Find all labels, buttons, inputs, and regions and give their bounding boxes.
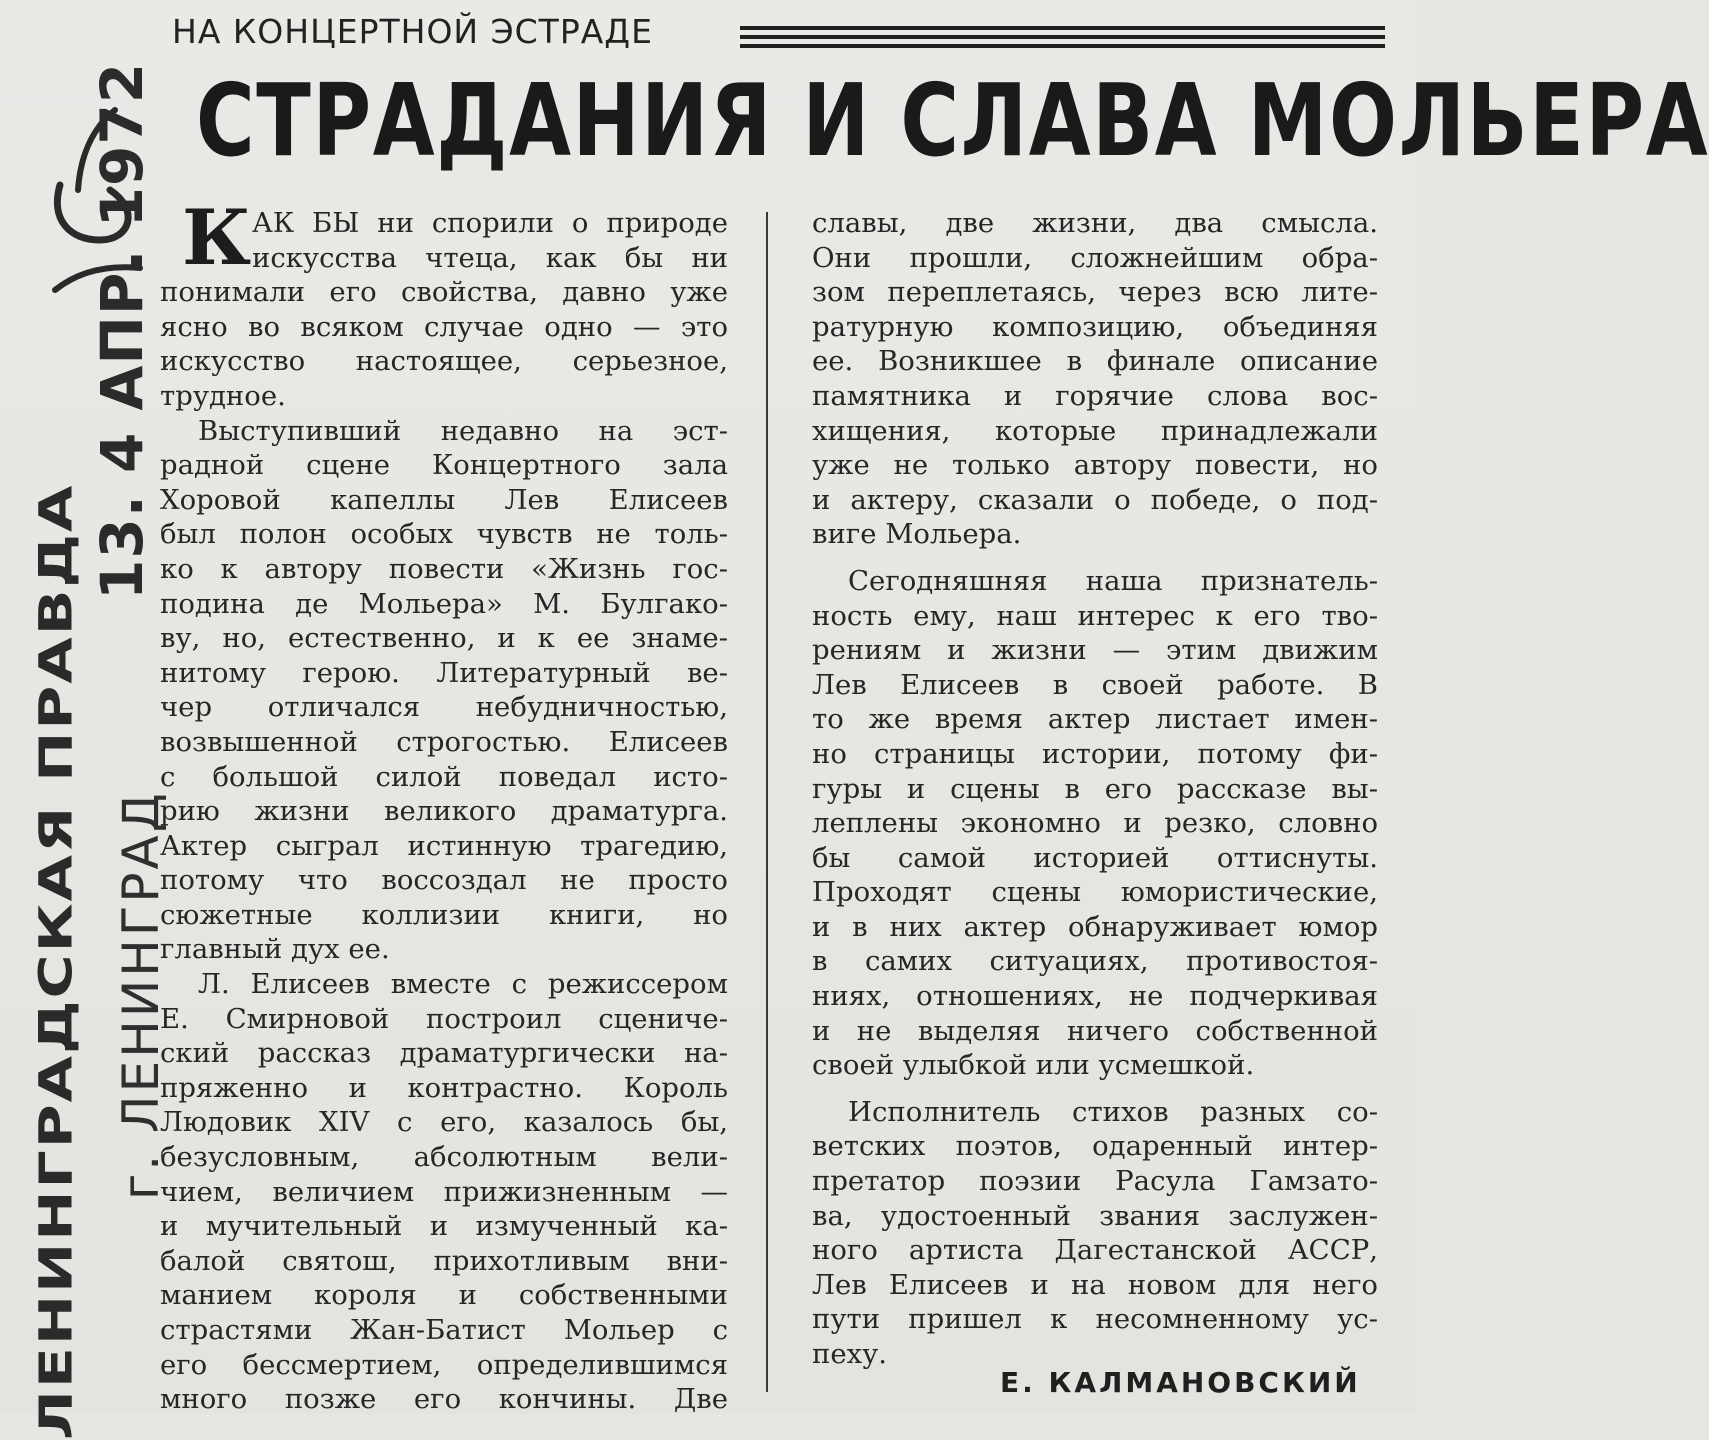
text-line: его бессмертием, определившимся (160, 1348, 728, 1381)
text-line: памятника и горячие слова вос- (812, 379, 1378, 412)
text-line: ность ему, наш интерес к его тво- (812, 599, 1378, 632)
text-line: АК БЫ ни спорили о природе (252, 207, 728, 239)
text-line: сюжетные коллизии книги, но (160, 898, 728, 931)
text-line: ее. Возникшее в финале описание (812, 345, 1378, 378)
text-line: Проходят сцены юмористические, (812, 876, 1378, 909)
text-line: славы, две жизни, два смысла. (812, 207, 1378, 239)
text-line: бы самой историей оттиснуты. (812, 841, 1378, 874)
rubric-rule (740, 26, 1385, 48)
text-line: в самих ситуациях, противостоя- (812, 945, 1378, 978)
text-line: леплены экономно и резко, словно (812, 807, 1378, 840)
text-line: много позже его кончины. Две (160, 1383, 728, 1416)
text-line: виге Мольера. (812, 518, 1022, 551)
left-column (160, 206, 728, 1417)
text-line: радной сцене Концертного зала (160, 449, 728, 482)
text-line: зом переплетаясь, через всю лите- (812, 276, 1378, 309)
text-line: Они прошли, сложнейшим обра- (812, 241, 1378, 274)
text-line: пеху. (812, 1338, 888, 1370)
text-line: ко к автору повести «Жизнь гос- (160, 552, 728, 585)
newspaper-name-stamp: ЛЕНИНГРАДСКАЯ ПРАВДА (30, 483, 83, 1440)
text-line: искусство настоящее, серьезное, (160, 345, 728, 378)
text-line: ский рассказ драматургически на- (160, 1037, 728, 1070)
drop-cap: К (182, 193, 252, 282)
text-line: пути пришел к несомненному ус- (812, 1303, 1378, 1336)
text-line: главный дух ее. (160, 933, 390, 966)
section-rubric: НА КОНЦЕРТНОЙ ЭСТРАДЕ (172, 12, 653, 51)
text-line: ясно во всяком случае одно — это (160, 310, 728, 343)
text-line: но страницы истории, потому фи- (812, 737, 1378, 770)
text-line: трудное. (160, 379, 286, 412)
text-line: понимали его свойства, давно уже (160, 276, 728, 309)
text-line: нитому герою. Литературный ве- (160, 656, 728, 689)
text-line: и актеру, сказали о победе, о под- (812, 483, 1378, 516)
text-line: чер отличался небудничностью, (160, 691, 728, 724)
text-line: Актер сыграл истинную трагедию, (160, 829, 728, 862)
text-line: Лев Елисеев в своей работе. В (812, 668, 1378, 701)
text-line: гуры и сцены в его рассказе вы- (812, 772, 1378, 805)
text-line: пряженно и контрастно. Король (160, 1071, 728, 1104)
text-line: Лев Елисеев и на новом для него (812, 1268, 1378, 1301)
text-line: потому что воссоздал не просто (160, 864, 728, 897)
text-line: и в них актер обнаруживает юмор (812, 910, 1378, 943)
text-line: был полон особых чувств не толь- (160, 518, 728, 551)
text-line: ного артиста Дагестанской АССР, (812, 1234, 1378, 1267)
text-line: ва, удостоенный звания заслужен- (812, 1199, 1378, 1232)
text-line: с большой силой поведал исто- (160, 760, 728, 793)
author-byline: Е. КАЛМАНОВСКИЙ (1000, 1366, 1361, 1399)
handwritten-date: 13. 4 АПР. 1972 (88, 61, 156, 600)
text-line: и мучительный и измученный ка- (160, 1210, 728, 1243)
text-line: ниях, отношениях, не подчеркивая (812, 980, 1378, 1013)
text-line: то же время актер листает имен- (812, 703, 1378, 736)
text-line: хищения, которые принадлежали (812, 414, 1378, 447)
text-line: претатор поэзии Расула Гамзато- (812, 1165, 1378, 1198)
text-line: балой святош, прихотливым вни- (160, 1244, 728, 1277)
text-line: Выступивший недавно на эст- (198, 414, 728, 447)
text-line: рию жизни великого драматурга. (160, 795, 728, 828)
text-line: безусловным, абсолютным вели- (160, 1141, 728, 1174)
text-line: Людовик XIV с его, казалось бы, (160, 1106, 728, 1139)
city-stamp: г. ЛЕНИНГРАД (112, 790, 170, 1200)
text-line: уже не только автору повести, но (812, 449, 1378, 482)
text-line: возвышенной строгостью. Елисеев (160, 725, 728, 758)
text-line: Хоровой капеллы Лев Елисеев (160, 483, 728, 516)
text-line: рениям и жизни — этим движим (812, 634, 1378, 667)
text-line: Сегодняшняя наша признатель- (848, 564, 1378, 597)
text-line: чием, величием прижизненным — (160, 1175, 728, 1208)
column-divider (766, 212, 768, 1392)
text-line: страстями Жан-Батист Мольер с (160, 1314, 728, 1346)
article-headline: СТРАДАНИЯ И СЛАВА МОЛЬЕРА (196, 62, 1709, 179)
text-line: Исполнитель стихов разных со- (848, 1095, 1378, 1128)
text-line: ветских поэтов, одаренный интер- (812, 1130, 1378, 1163)
text-line: искусства чтеца, как бы ни (252, 241, 728, 274)
text-line: манием короля и собственными (160, 1279, 728, 1312)
text-line: и не выделяя ничего собственной (812, 1014, 1378, 1047)
text-line: своей улыбкой или усмешкой. (812, 1049, 1255, 1082)
text-line: Е. Смирновой построил сцениче- (160, 1002, 728, 1035)
right-column (812, 206, 1378, 1372)
text-line: ву, но, естественно, и к ее знаме- (160, 622, 728, 655)
text-line: Л. Елисеев вместе с режиссером (198, 968, 728, 1001)
text-line: ратурную композицию, объединяя (812, 310, 1378, 343)
text-line: подина де Мольера» М. Булгако- (160, 587, 728, 620)
